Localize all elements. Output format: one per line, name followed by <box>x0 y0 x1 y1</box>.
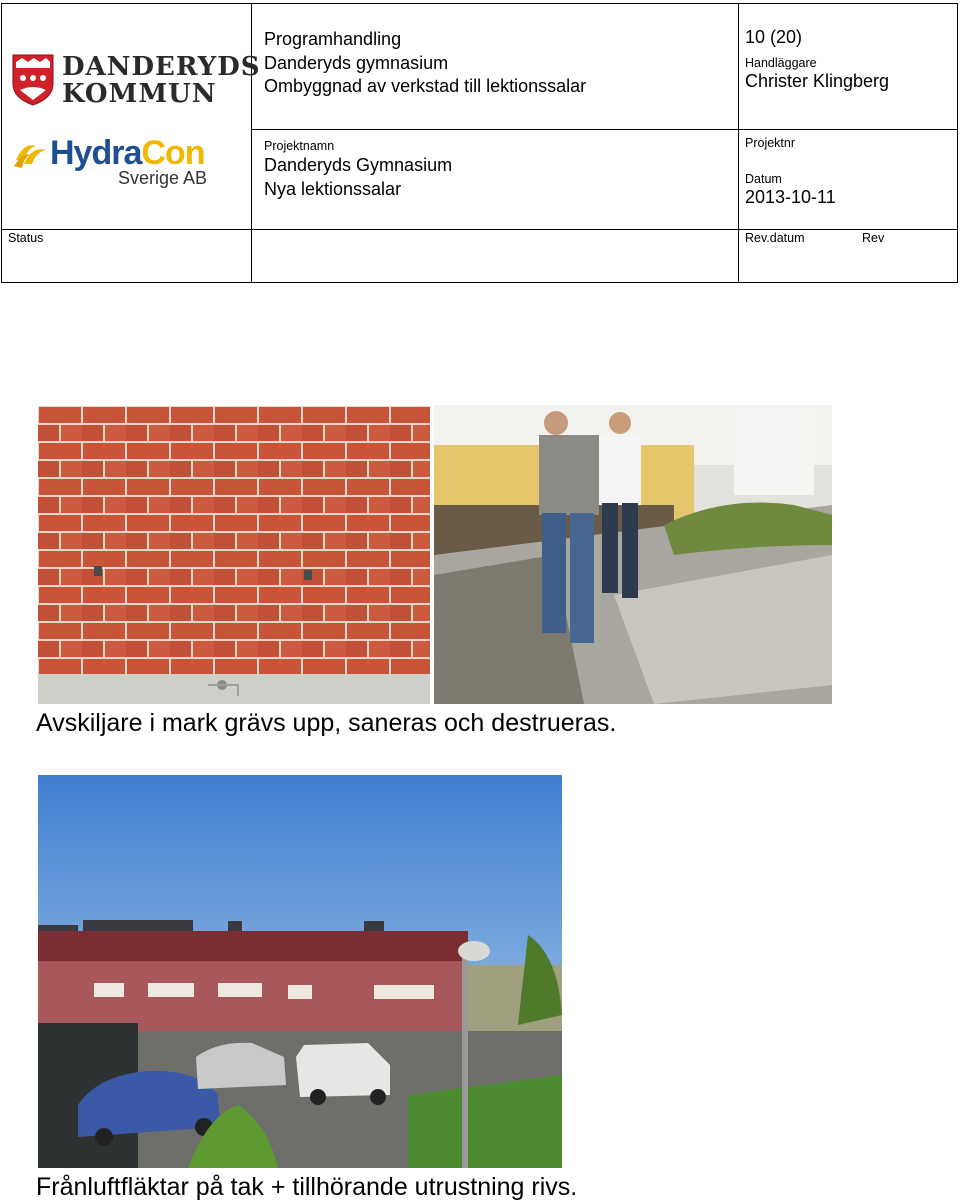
photo-site-inspection <box>434 405 832 704</box>
school-name: Danderyds gymnasium <box>264 53 449 73</box>
danderyds-kommun-logo <box>12 52 261 110</box>
datum-value: 2013-10-11 <box>745 187 836 207</box>
hydracon-swoosh-icon <box>14 140 48 170</box>
brick-wall-image <box>38 406 430 704</box>
danderyd-shield-icon <box>12 54 54 106</box>
doc-type: Programhandling <box>264 29 402 49</box>
divider <box>251 4 252 282</box>
projektnamn-label: Projektnamn <box>264 139 335 153</box>
hydracon-subtitle: Sverige AB <box>118 168 208 188</box>
handlaggare-value: Christer Klingberg <box>745 71 890 91</box>
danderyd-logo-line2: KOMMUN <box>62 79 217 109</box>
revdatum-label: Rev.datum <box>745 231 805 245</box>
danderyd-logo-line1: DANDERYDS <box>62 52 261 82</box>
projektnr-label: Projektnr <box>745 136 796 150</box>
divider <box>2 229 957 230</box>
hydracon-word-part1: Hydra <box>50 134 142 172</box>
projektnamn-line2: Nya lektionssalar <box>264 179 402 199</box>
rev-label: Rev <box>862 231 885 245</box>
hydracon-word-part2: Con <box>141 134 205 172</box>
caption-2: Frånluftfläktar på tak + tillhörande utrustning rivs. <box>36 1173 578 1201</box>
project-description: Ombyggnad av verkstad till lektionssalar <box>264 76 587 96</box>
datum-label: Datum <box>745 172 782 186</box>
status-label: Status <box>8 231 44 245</box>
projektnamn-line1: Danderyds Gymnasium <box>264 155 453 175</box>
page-number: 10 (20) <box>745 27 803 47</box>
caption-1: Avskiljare i mark grävs upp, saneras och destrueras. <box>36 709 617 737</box>
document-header <box>1 3 958 283</box>
hydracon-logo <box>14 136 214 192</box>
divider <box>738 4 739 282</box>
divider <box>251 129 957 130</box>
photo-brick-wall <box>38 406 430 704</box>
hydracon-wordmark <box>50 134 204 172</box>
workshop-building-image <box>38 775 562 1168</box>
handlaggare-label: Handläggare <box>745 56 817 70</box>
photo-workshop-building <box>38 775 562 1168</box>
site-inspection-image <box>434 405 832 704</box>
